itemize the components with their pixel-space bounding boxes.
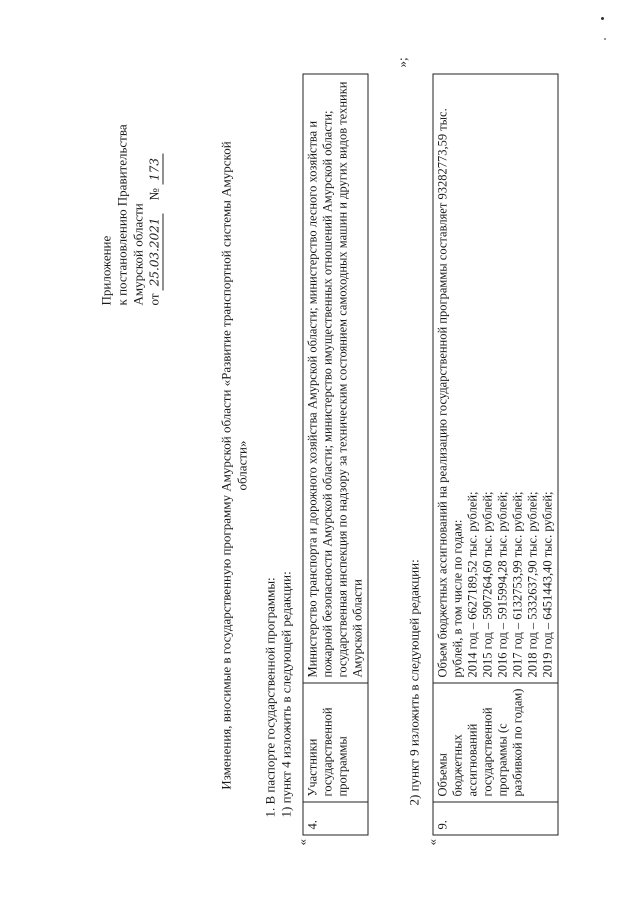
appendix-line: Амурской области <box>130 202 145 305</box>
item-2: 2) пункт 9 изложить в следующей редакции: <box>406 558 421 805</box>
funding-year: 2016 год – 5915994,28 тыс. рублей; <box>495 490 509 677</box>
title-line: Изменения, вносимые в государственную программу Амурской области «Развитие транспортной системы Амурской <box>218 140 233 790</box>
handwritten-date: 25.03.2021 <box>146 213 163 290</box>
row-text <box>433 74 558 683</box>
funding-year: 2019 год – 6451443,40 тыс. рублей; <box>540 490 554 677</box>
appendix-block <box>98 5 163 305</box>
funding-year: 2018 год – 5332637,90 тыс. рублей; <box>525 490 539 677</box>
table-row-9 <box>432 73 558 835</box>
row-label: Участники государственной программы <box>303 683 368 802</box>
document-title <box>218 85 250 845</box>
title-line: области» <box>234 440 249 490</box>
funding-year: 2015 год – 5907264,60 тыс. рублей; <box>480 490 494 677</box>
item-1-sub: 1) пункт 4 изложить в следующей редакции: <box>278 570 293 817</box>
number-label: № <box>146 187 161 201</box>
row-number: 9. <box>433 802 558 835</box>
from-label: от <box>146 292 161 305</box>
row-text: Министерство транспорта и дорожного хозяйства Амурской области; министерство лесного хозяйства и пожарной безопасности Амурской области; министерство имущественных отношений Амурской области; государственная инспекция по надзору за техническим состоянием самоходных машин и других видов техники Амурской области <box>303 74 368 683</box>
appendix-date-line <box>146 5 163 305</box>
table-row-4 <box>302 73 368 835</box>
appendix-line: Приложение <box>98 235 113 305</box>
open-quote: « <box>294 838 309 845</box>
funding-year: 2017 год – 6132753,99 тыс. рублей; <box>510 490 524 677</box>
appendix-line: к постановлению Правительства <box>114 123 129 305</box>
row-label: Объемы бюджетных ассигнований государственной программы (с разбивкой по годам) <box>433 683 558 802</box>
funding-year: 2014 год – 6627189,52 тыс. рублей; <box>465 490 479 677</box>
funding-intro: Объем бюджетных ассигнований на реализацию государственной программы составляет 93282773,59 тыс. рублей, в том числе по годам: <box>435 107 464 677</box>
close-quote: »; <box>394 56 409 67</box>
item-1: 1. В паспорте государственной программы: <box>262 576 277 817</box>
open-quote: « <box>424 838 439 845</box>
row-number: 4. <box>303 802 368 835</box>
handwritten-number: 173 <box>146 153 163 184</box>
